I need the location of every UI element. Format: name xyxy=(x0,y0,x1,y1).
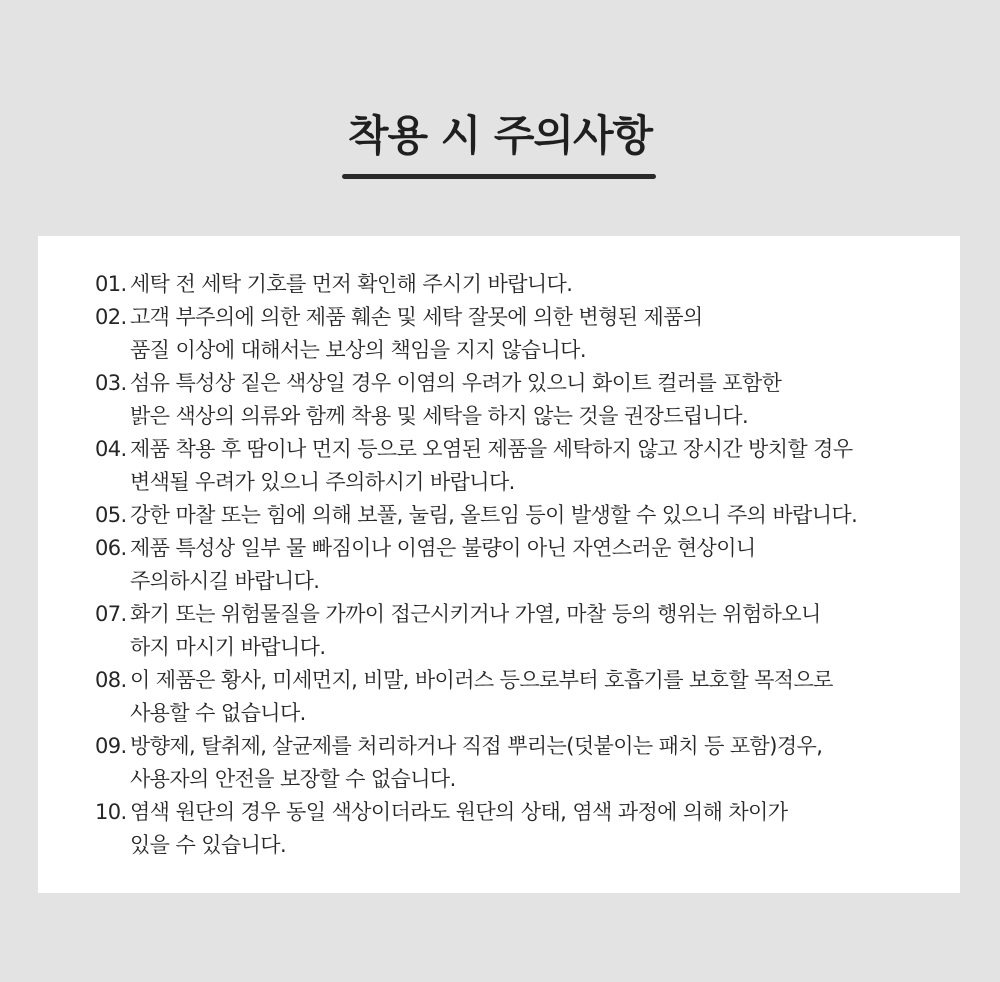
title-area xyxy=(0,108,1000,164)
notice-item-06 xyxy=(95,532,945,598)
notice-number: 06. xyxy=(95,536,127,560)
notice-line: 방향제, 탈취제, 살균제를 처리하거나 직접 뿌리는(덧붙이는 패치 등 포함)경우, xyxy=(130,734,823,758)
notice-number: 04. xyxy=(95,437,127,461)
notice-line: 강한 마찰 또는 힘에 의해 보풀, 눌림, 올트임 등이 발생할 수 있으니 주의 바랍니다. xyxy=(130,503,858,527)
notice-line: 이 제품은 황사, 미세먼지, 비말, 바이러스 등으로부터 호흡기를 보호할 목적으로 xyxy=(130,668,833,692)
notice-item-08 xyxy=(95,664,945,730)
notice-line: 고객 부주의에 의한 제품 훼손 및 세탁 잘못에 의한 변형된 제품의 xyxy=(130,305,703,329)
notice-line: 있을 수 있습니다. xyxy=(130,833,287,857)
notice-item-04 xyxy=(95,433,945,499)
notice-line: 밝은 색상의 의류와 함께 착용 및 세탁을 하지 않는 것을 권장드립니다. xyxy=(130,404,749,428)
notice-item-03 xyxy=(95,367,945,433)
notice-line: 섬유 특성상 짙은 색상일 경우 이염의 우려가 있으니 화이트 컬러를 포함한 xyxy=(130,371,782,395)
notice-line: 품질 이상에 대해서는 보상의 책임을 지지 않습니다. xyxy=(130,338,586,362)
notice-number: 01. xyxy=(95,272,127,296)
notice-number: 02. xyxy=(95,305,127,329)
notice-line: 하지 마시기 바랍니다. xyxy=(130,635,326,659)
notice-number: 10. xyxy=(95,800,127,824)
notice-number: 05. xyxy=(95,503,127,527)
notice-number: 07. xyxy=(95,602,127,626)
notice-text xyxy=(130,664,833,730)
notice-text xyxy=(130,796,787,862)
notice-number: 09. xyxy=(95,734,127,758)
notice-text xyxy=(130,532,756,598)
notice-line: 제품 특성상 일부 물 빠짐이나 이염은 불량이 아닌 자연스러운 현상이니 xyxy=(130,536,756,560)
title-underline xyxy=(342,174,656,179)
notice-item-07 xyxy=(95,598,945,664)
notice-text xyxy=(130,268,572,301)
notice-line: 화기 또는 위험물질을 가까이 접근시키거나 가열, 마찰 등의 행위는 위험하오니 xyxy=(130,602,821,626)
notice-item-02 xyxy=(95,301,945,367)
notice-line: 변색될 우려가 있으니 주의하시기 바랍니다. xyxy=(130,470,515,494)
notice-line: 사용할 수 없습니다. xyxy=(130,701,306,725)
notice-panel xyxy=(38,236,960,893)
notice-line: 세탁 전 세탁 기호를 먼저 확인해 주시기 바랍니다. xyxy=(130,272,573,296)
notice-text xyxy=(130,301,703,367)
notice-text xyxy=(130,598,821,664)
notice-text xyxy=(130,433,853,499)
notice-item-09 xyxy=(95,730,945,796)
notice-text xyxy=(130,367,781,433)
page-title: 착용 시 주의사항 xyxy=(347,111,653,160)
notice-number: 08. xyxy=(95,668,127,692)
notice-line: 주의하시길 바랍니다. xyxy=(130,569,320,593)
notice-text xyxy=(130,730,822,796)
notice-text xyxy=(130,499,857,532)
notice-item-01 xyxy=(95,268,945,301)
notice-line: 사용자의 안전을 보장할 수 없습니다. xyxy=(130,767,456,791)
notice-number: 03. xyxy=(95,371,127,395)
notice-item-10 xyxy=(95,796,945,862)
notice-list xyxy=(95,268,945,862)
notice-line: 제품 착용 후 땀이나 먼지 등으로 오염된 제품을 세탁하지 않고 장시간 방치할 경우 xyxy=(130,437,853,461)
notice-item-05 xyxy=(95,499,945,532)
notice-line: 염색 원단의 경우 동일 색상이더라도 원단의 상태, 염색 과정에 의해 차이가 xyxy=(130,800,788,824)
